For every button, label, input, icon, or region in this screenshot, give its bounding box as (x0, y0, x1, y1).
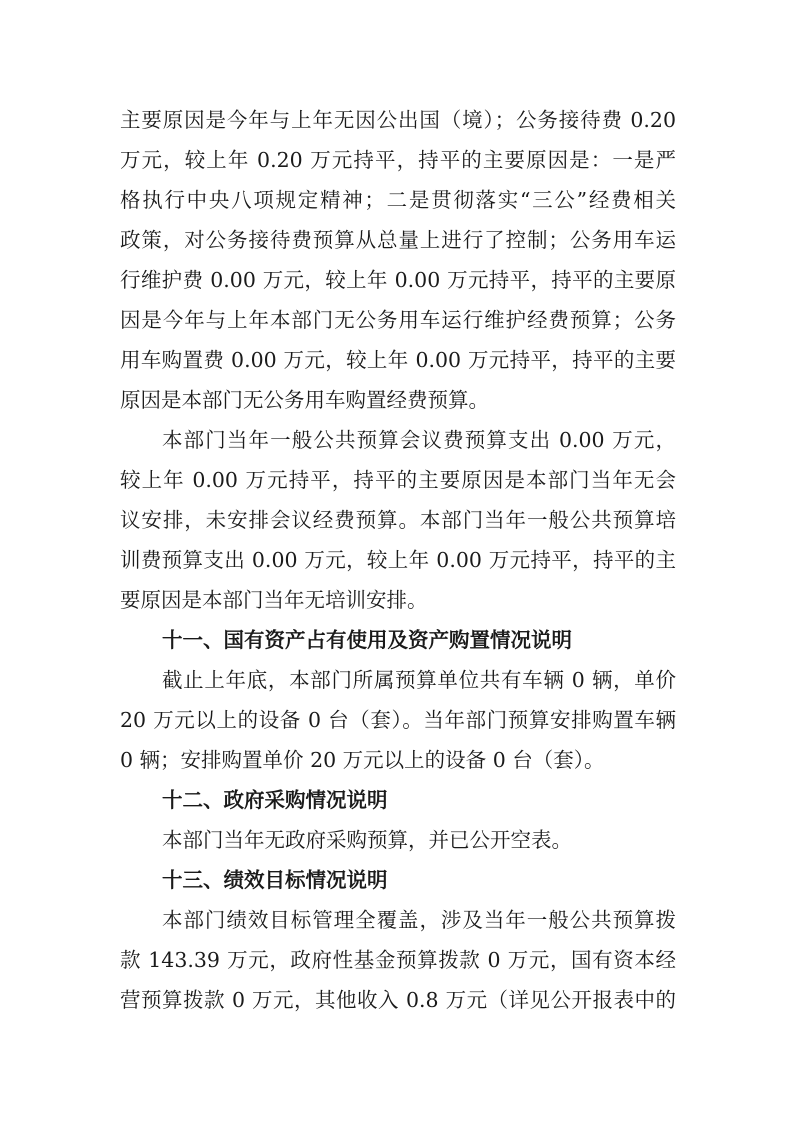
text-line: 议安排，未安排会议经费预算。本部门当年一般公共预算培 (120, 508, 676, 532)
text-line: 截止上年底，本部门所属预算单位共有车辆 0 辆，单价 (162, 668, 676, 692)
section-heading: 十三、绩效目标情况说明 (162, 868, 388, 892)
text-line: 用车购置费 0.00 万元，较上年 0.00 万元持平，持平的主要 (120, 348, 676, 372)
text-line: 本部门当年无政府采购预算，并已公开空表。 (162, 828, 572, 852)
text-line: 较上年 0.00 万元持平，持平的主要原因是本部门当年无会 (120, 468, 676, 492)
text-line: 原因是本部门无公务用车购置经费预算。 (120, 388, 489, 412)
section-heading: 十一、国有资产占有使用及资产购置情况说明 (162, 628, 572, 652)
text-line: 因是今年与上年本部门无公务用车运行维护经费预算；公务 (120, 308, 676, 332)
text-line: 0 辆；安排购置单价 20 万元以上的设备 0 台（套）。 (120, 748, 605, 772)
text-line: 本部门绩效目标管理全覆盖，涉及当年一般公共预算拨 (162, 908, 676, 932)
text-line: 本部门当年一般公共预算会议费预算支出 0.00 万元， (162, 428, 676, 452)
text-line: 行维护费 0.00 万元，较上年 0.00 万元持平，持平的主要原 (120, 268, 676, 292)
text-line: 款 143.39 万元，政府性基金预算拨款 0 万元，国有资本经 (120, 948, 676, 972)
text-line: 格执行中央八项规定精神；二是贯彻落实“三公”经费相关 (120, 188, 676, 212)
text-line: 20 万元以上的设备 0 台（套）。当年部门预算安排购置车辆 (120, 708, 676, 732)
text-line: 营预算拨款 0 万元，其他收入 0.8 万元（详见公开报表中的 (120, 988, 676, 1012)
text-line: 训费预算支出 0.00 万元，较上年 0.00 万元持平，持平的主 (120, 548, 676, 572)
text-line: 政策，对公务接待费预算从总量上进行了控制；公务用车运 (120, 228, 676, 252)
text-line: 要原因是本部门当年无培训安排。 (120, 588, 428, 612)
text-line: 万元，较上年 0.20 万元持平，持平的主要原因是：一是严 (120, 148, 676, 172)
section-heading: 十二、政府采购情况说明 (162, 788, 388, 812)
text-line: 主要原因是今年与上年无因公出国（境）；公务接待费 0.20 (120, 108, 676, 132)
